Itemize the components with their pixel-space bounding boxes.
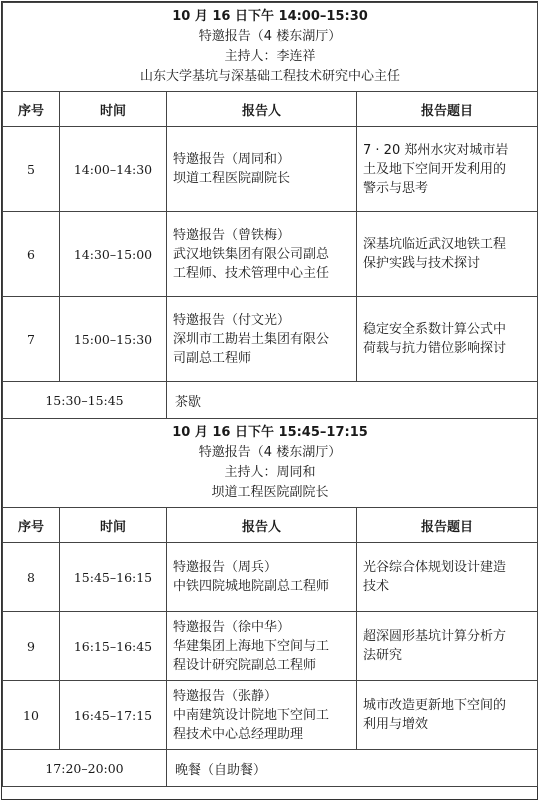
speaker-line: 坝道工程医院副院长 — [173, 171, 291, 186]
break-dinner-label: 晚餐（自助餐） — [167, 750, 538, 787]
speaker-line: 工程师、技术管理中心主任 — [173, 265, 330, 281]
break-dinner-time: 17:20–20:00 — [3, 750, 167, 787]
break-row-dinner — [3, 750, 538, 787]
session1-date-time: 10 月 16 日下午 14:00–15:30 — [172, 9, 368, 24]
table-row — [3, 612, 538, 681]
row-number: 8 — [3, 543, 60, 612]
topic-line: 法研究 — [363, 648, 403, 663]
row-time: 15:00–15:30 — [60, 297, 167, 382]
topic-line: 荷载与抗力错位影响探讨 — [363, 341, 507, 356]
speaker-line: 特邀报告（徐中华） — [173, 619, 291, 635]
speaker-line: 司副总工程师 — [173, 350, 252, 366]
row-topic — [357, 127, 538, 212]
speaker-line: 特邀报告（周兵） — [173, 560, 278, 575]
row-time: 14:30–15:00 — [60, 212, 167, 297]
header-no: 序号 — [3, 508, 60, 543]
session1-heading — [3, 3, 538, 92]
speaker-line: 华建集团上海地下空间与工 — [173, 638, 330, 654]
topic-line: 7 · 20 郑州水灾对城市岩 — [363, 142, 509, 158]
header-no: 序号 — [3, 92, 60, 127]
header-topic: 报告题目 — [357, 508, 538, 543]
row-speaker — [167, 543, 357, 612]
table-row — [3, 543, 538, 612]
session1-rows — [3, 127, 538, 382]
topic-line: 土及地下空间开发利用的 — [363, 161, 507, 177]
row-topic — [357, 212, 538, 297]
session1-host: 主持人：李连祥 — [224, 49, 316, 64]
row-time: 16:45–17:15 — [60, 681, 167, 750]
topic-line: 利用与增效 — [363, 717, 429, 732]
row-topic — [357, 543, 538, 612]
row-number: 5 — [3, 127, 60, 212]
break-row-tea — [3, 382, 538, 419]
speaker-line: 深圳市工勘岩土集团有限公 — [173, 331, 330, 347]
session2-venue: 特邀报告（4 楼东湖厅） — [198, 445, 342, 460]
table-row — [3, 297, 538, 382]
row-speaker — [167, 212, 357, 297]
row-topic — [357, 612, 538, 681]
topic-line: 城市改造更新地下空间的 — [363, 698, 507, 713]
session2-date-time: 10 月 16 日下午 15:45–17:15 — [172, 425, 368, 440]
row-number: 7 — [3, 297, 60, 382]
table-row — [3, 127, 538, 212]
speaker-line: 武汉地铁集团有限公司副总 — [173, 246, 330, 262]
speaker-line: 特邀报告（张静） — [173, 688, 278, 704]
header-time: 时间 — [60, 508, 167, 543]
speaker-line: 程技术中心总经理助理 — [173, 726, 304, 742]
speaker-line: 中铁四院城地院副总工程师 — [173, 579, 330, 594]
session2-host: 主持人：周同和 — [224, 465, 316, 480]
speaker-line: 特邀报告（周同和） — [173, 152, 291, 167]
speaker-line: 程设计研究院副总工程师 — [173, 657, 317, 673]
row-speaker — [167, 127, 357, 212]
row-number: 9 — [3, 612, 60, 681]
topic-line: 技术 — [363, 579, 390, 594]
row-time: 14:00–14:30 — [60, 127, 167, 212]
header-speaker: 报告人 — [167, 508, 357, 543]
header-row-1 — [3, 92, 538, 127]
topic-line: 超深圆形基坑计算分析方 — [363, 629, 507, 644]
session1-heading-row — [3, 3, 538, 92]
session1-host-title: 山东大学基坑与深基础工程技术研究中心主任 — [140, 69, 401, 84]
row-topic — [357, 297, 538, 382]
speaker-line: 特邀报告（付文光） — [173, 312, 291, 328]
speaker-line: 特邀报告（曾铁梅） — [173, 227, 291, 243]
topic-line: 保护实践与技术探讨 — [363, 256, 481, 271]
session2-heading-row — [3, 419, 538, 508]
topic-line: 警示与思考 — [363, 180, 429, 196]
topic-line: 稳定安全系数计算公式中 — [363, 322, 507, 337]
schedule-sheet — [1, 1, 538, 800]
row-speaker — [167, 681, 357, 750]
row-time: 15:45–16:15 — [60, 543, 167, 612]
row-number: 6 — [3, 212, 60, 297]
topic-line: 光谷综合体规划设计建造 — [363, 560, 507, 575]
row-number: 10 — [3, 681, 60, 750]
table-row — [3, 212, 538, 297]
row-topic — [357, 681, 538, 750]
topic-line: 深基坑临近武汉地铁工程 — [363, 237, 507, 252]
session1-venue: 特邀报告（4 楼东湖厅） — [198, 29, 342, 44]
row-speaker — [167, 297, 357, 382]
header-time: 时间 — [60, 92, 167, 127]
header-topic: 报告题目 — [357, 92, 538, 127]
row-speaker — [167, 612, 357, 681]
schedule-table — [2, 2, 538, 787]
header-row-2 — [3, 508, 538, 543]
break-tea-time: 15:30–15:45 — [3, 382, 167, 419]
row-time: 16:15–16:45 — [60, 612, 167, 681]
speaker-line: 中南建筑设计院地下空间工 — [173, 707, 330, 723]
session2-host-title: 坝道工程医院副院长 — [211, 485, 329, 500]
table-row — [3, 681, 538, 750]
session2-heading — [3, 419, 538, 508]
header-speaker: 报告人 — [167, 92, 357, 127]
break-tea-label: 茶歇 — [167, 382, 538, 419]
session2-rows — [3, 543, 538, 750]
